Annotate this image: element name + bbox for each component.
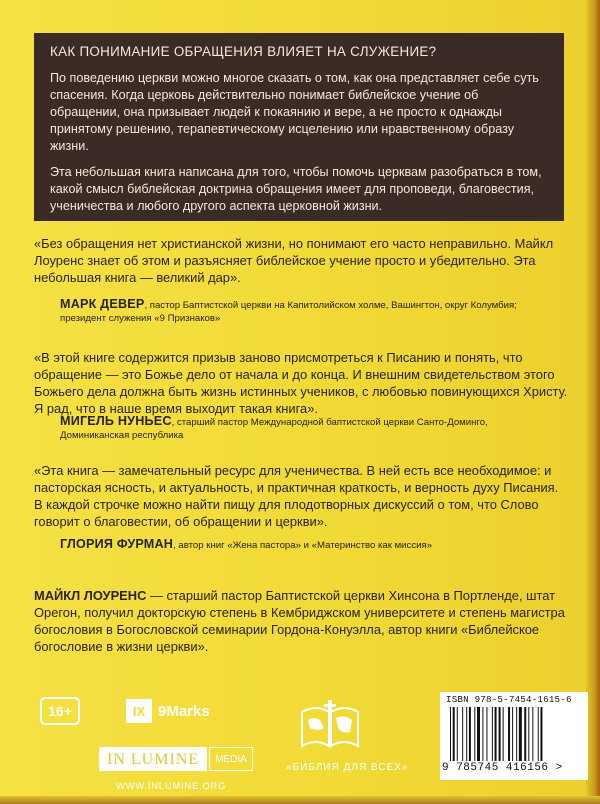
barcode-bar: [519, 707, 522, 761]
barcode-bar: [538, 707, 539, 761]
barcode-bar: [492, 707, 493, 761]
barcode-bar: [503, 707, 504, 761]
cover-edge-bottom: [0, 796, 600, 804]
endorser-role-line2: президент служения «9 Признаков»: [60, 313, 221, 324]
endorsement-attribution-2: [60, 415, 560, 442]
endorser-role: , пастор Баптистской церкви на Капитолийском холме, Вашингтон, округ Колумбия;: [144, 300, 517, 311]
endorsement-attribution-3: [60, 538, 560, 552]
bible-for-all-logo-icon: [298, 698, 362, 752]
barcode-bar: [466, 707, 467, 761]
isbn-number: ISBN 978-5-7454-1615-6: [446, 694, 572, 705]
endorsement-quote-2: [34, 349, 568, 417]
barcode-bar: [499, 707, 501, 761]
endorser-name: МАРК ДЕВЕР: [60, 297, 145, 311]
barcode-bar: [508, 707, 510, 761]
barcode-bar: [457, 707, 458, 761]
endorsement-quote-1: [34, 235, 568, 286]
ninemarks-badge: IX: [126, 699, 152, 723]
barcode-bar: [482, 707, 483, 761]
barcode-bar: [486, 707, 487, 761]
barcode-bar: [450, 707, 451, 761]
endorsement-quote-3: [34, 462, 568, 530]
age-rating-badge: 16+: [40, 697, 80, 725]
summary-paragraph-2: Эта небольшая книга написана для того, чтобы помочь церквам разобраться в том, какой смысл библейская доктрина обращения имеет для проповеди, благовестия, ученичества и любого другого аспекта церковной жизни.: [50, 165, 542, 213]
endorser-role-line2: Доминиканская республика: [60, 430, 184, 441]
quote-text: «Эта книга — замечательный ресурс для ученичества. В ней есть все необходимое: и пасторская ясность, и актуальность, и практичная краткость, и верность духу Писания. В каждой строчке можно найти пищу для плодотворных дискуссий о том, что Слово говорит о благовестии, об обращении и церкви».: [34, 463, 559, 529]
barcode-bar: [453, 707, 455, 761]
cover-edge-right: [586, 0, 600, 804]
endorser-role: , старший пастор Международной баптистской церкви Санто-Доминго,: [171, 417, 488, 428]
barcode-number: 9 785745 416156 >: [442, 762, 563, 774]
barcode-bar: [532, 707, 533, 761]
barcode-bar: [540, 707, 542, 761]
barcode-bar: [528, 707, 529, 761]
endorser-name: МИГЕЛЬ НУНЬЕС: [60, 414, 172, 428]
summary-heading: КАК ПОНИМАНИЕ ОБРАЩЕНИЯ ВЛИЯЕТ НА СЛУЖЕНИЕ?: [50, 44, 437, 59]
author-name: МАЙКЛ ЛОУРЕНС: [34, 588, 147, 603]
ninemarks-name: 9Marks: [158, 702, 210, 720]
inlumine-logo: [99, 747, 253, 771]
barcode-bar: [495, 707, 497, 761]
barcode: [440, 692, 588, 780]
author-bio-text: — старший пастор Баптистской церкви Хинсона в Портленде, штат Орегон, получил докторскую степень в Кембриджском университете и степень магистра богословия в Богословской семинарии Гордона-Конуэлла, автор книги «Библейское богословие в жизни церкви».: [34, 588, 565, 654]
summary-box: [34, 33, 564, 221]
inlumine-media-label: MEDIA: [209, 747, 253, 771]
endorser-name: ГЛОРИЯ ФУРМАН: [60, 537, 174, 551]
ninemarks-logo: [126, 698, 210, 724]
bible-for-all-name: «БИБЛИЯ ДЛЯ ВСЕХ»: [286, 762, 409, 773]
barcode-bar: [469, 707, 471, 761]
barcode-bar: [524, 707, 526, 761]
barcode-bar: [474, 707, 475, 761]
barcode-bar: [477, 707, 480, 761]
inlumine-name: IN LUMINE: [99, 747, 207, 771]
summary-paragraph-1: По поведению церкви можно многое сказать о том, как она представляет себе суть спасения. Когда церковь действительно понимает библейское учение об обращении, она призывает людей к покаянию и вере, а не просто к однажды принятому решению, терапевтическому исцелению или нравственному образу жизни.: [50, 71, 539, 153]
endorsement-attribution-1: [60, 298, 560, 325]
barcode-bars: [450, 707, 578, 761]
barcode-bar: [512, 707, 513, 761]
author-bio: [34, 587, 568, 655]
inlumine-url: WWW.INLUMINE.ORG: [116, 780, 227, 791]
barcode-bar: [462, 707, 463, 761]
quote-text: «В этой книге содержится призыв заново присмотреться к Писанию и понять, что обращение — это Божье дело от начала и до конца. И внешним свидетельством этого Божьего дела должна быть жизнь истинных учеников, с любовью повинующихся Христу. Я рад, что в наше время выходит такая книга».: [34, 350, 568, 416]
quote-text: «Без обращения нет христианской жизни, но понимают его часто неправильно. Майкл Лоуренс знает об этом и разъясняет библейское учение просто и убедительно. Эта небольшая книга — великий дар».: [34, 236, 554, 285]
barcode-bar: [516, 707, 517, 761]
endorser-role: , автор книг «Жена пастора» и «Материнство как миссия»: [173, 540, 433, 551]
